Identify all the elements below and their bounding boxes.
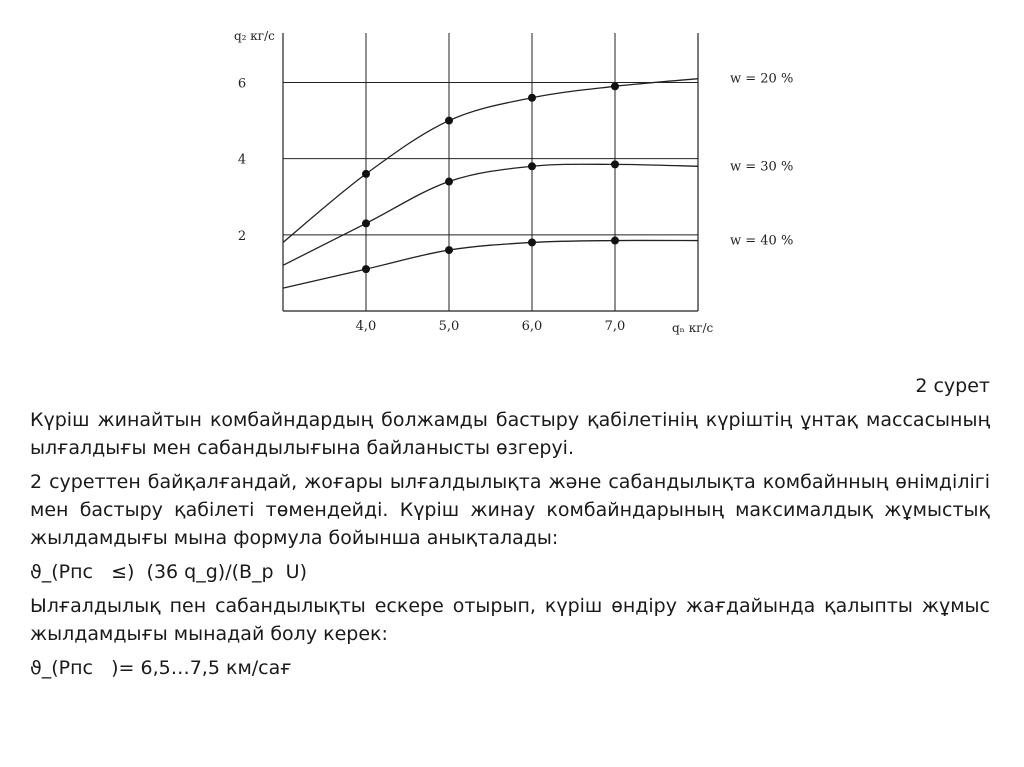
data-point: [611, 82, 619, 90]
chart-series: [283, 79, 698, 288]
figure-caption: 2 сурет: [915, 375, 990, 397]
data-point: [611, 237, 619, 245]
data-point: [445, 246, 453, 254]
x-tick-label: 7,0: [604, 319, 626, 334]
data-point: [445, 117, 453, 125]
series-line: [283, 240, 698, 288]
series-line: [283, 79, 698, 243]
series-label: w = 30 %: [730, 159, 794, 175]
x-tick-label: 6,0: [521, 319, 543, 334]
y-tick-label: 4: [237, 152, 247, 168]
x-tick-label: 4,0: [355, 319, 377, 334]
data-point: [362, 265, 370, 273]
data-point: [445, 178, 453, 186]
data-point: [362, 219, 370, 227]
text-block: [30, 372, 990, 688]
series-label: w = 40 %: [730, 233, 794, 249]
series-label: w = 20 %: [730, 71, 794, 87]
x-tick-label: 5,0: [438, 319, 460, 334]
y-tick-label: 2: [237, 228, 247, 244]
data-point: [528, 162, 536, 170]
data-point: [528, 238, 536, 246]
paragraph-3: Ылғалдылық пен сабандылықты ескере отырып, күріш өндіру жағдайында қалыпты жұмыс жылдамдығы мынадай болу керек:: [30, 595, 990, 645]
paragraph-1: Күріш жинайтын комбайндардың болжамды бастыру қабілетінің күріштің ұнтақ массасының ылғалдығы мен сабандылығына байланысты өзгеруі.: [30, 409, 990, 459]
x-axis-label: qₙ кг/с: [672, 321, 714, 335]
formula-normal-speed: ϑ_(Рпс )= 6,5…7,5 км/сағ: [30, 657, 292, 679]
formula-max-speed: ϑ_(Рпс ≤) (36 q_g)/(B_р U): [30, 561, 308, 583]
y-axis-label: q₂ кг/с: [234, 29, 275, 43]
y-tick-label: 6: [237, 76, 247, 92]
data-point: [362, 170, 370, 178]
chart-tick-labels: [238, 72, 793, 334]
data-point: [611, 160, 619, 168]
paragraph-2: 2 суреттен байқалғандай, жоғары ылғалдылықта және сабандылықта комбайнның өнімділігі мен бастыру қабілеті төмендейді. Күріш жинау комбайндарының максималдық жұмыстық жылдамдығы мына формула бойынша анықталады:: [30, 471, 990, 549]
series-line: [283, 164, 698, 265]
chart: [0, 0, 1024, 370]
data-point: [528, 94, 536, 102]
